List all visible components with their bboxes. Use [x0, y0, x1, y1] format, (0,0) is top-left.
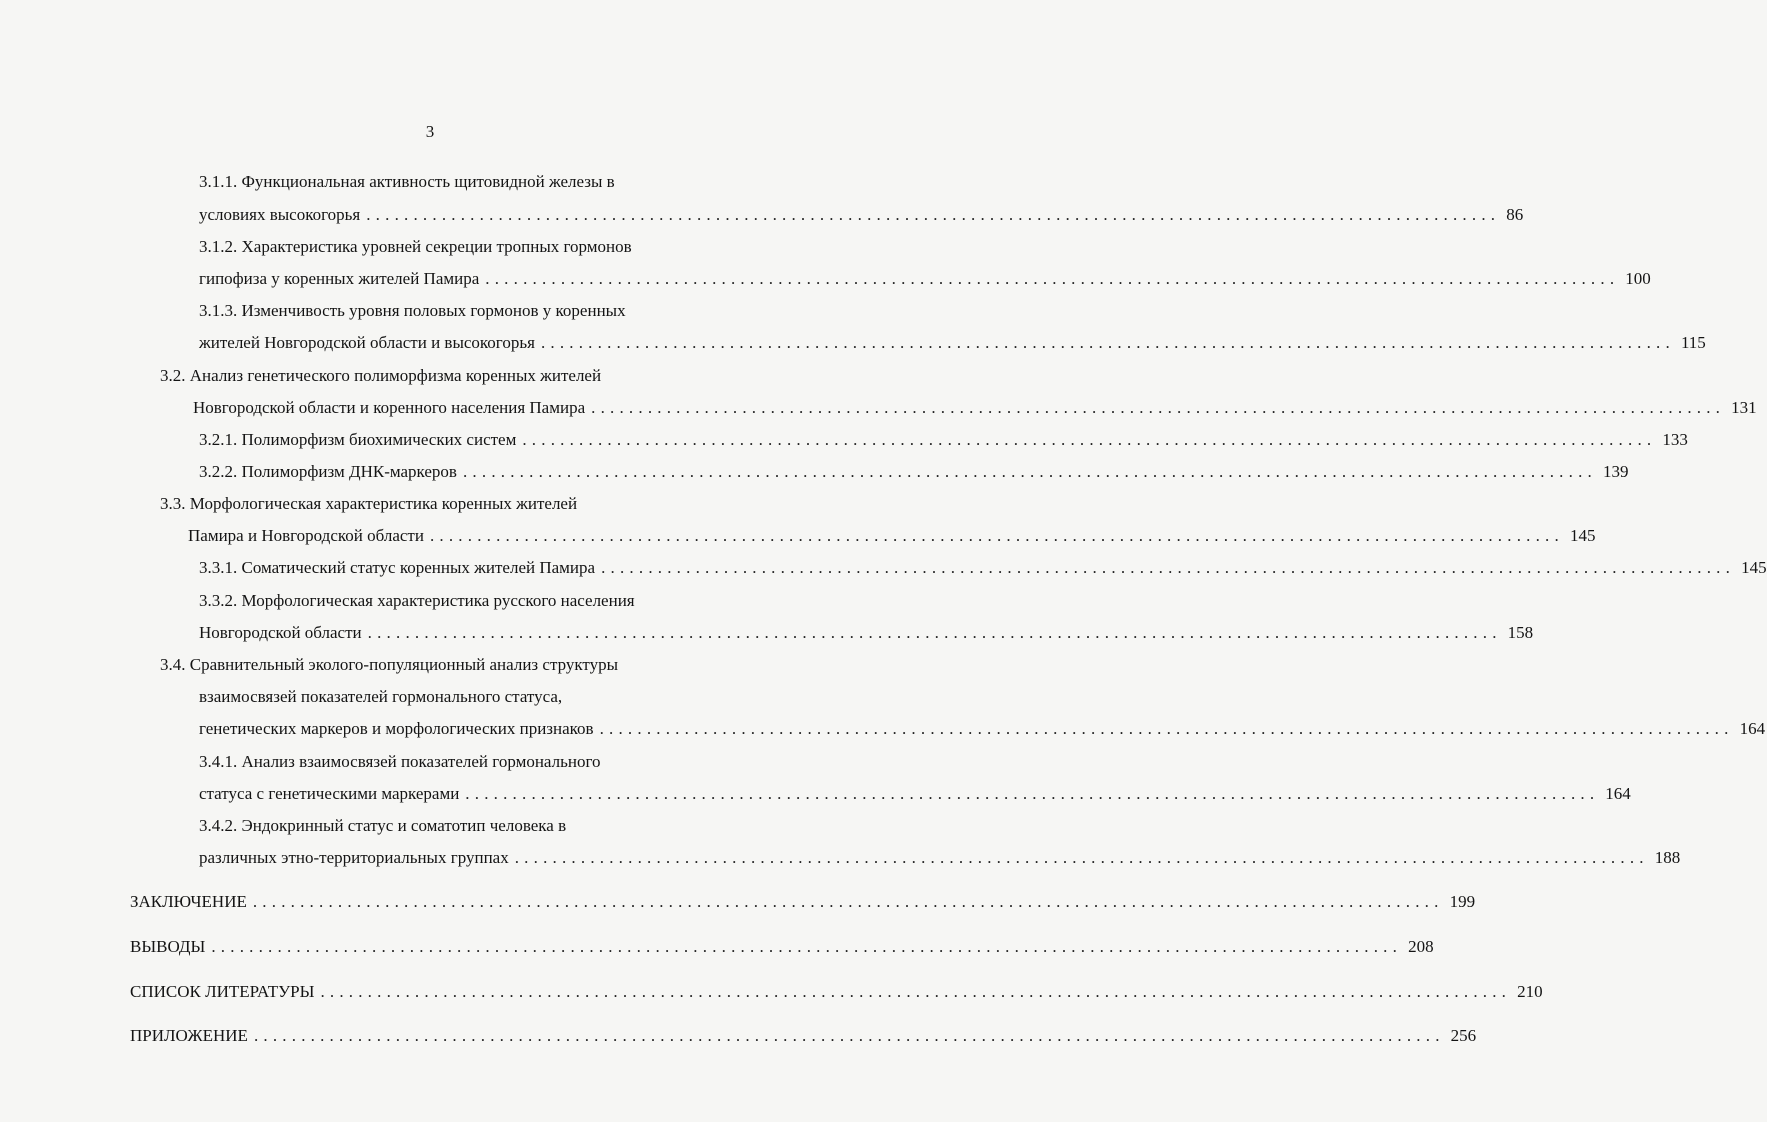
toc-item-3-3-2 [199, 621, 1534, 645]
toc-entry-title: Новгородской области и коренного населения Памира [193, 398, 586, 417]
toc-item-appendix [130, 1024, 1477, 1048]
toc-item-3-3-2-line1: 3.3.2. Морфологическая характеристика русского населения [199, 591, 635, 610]
toc-page-ref: 115 [1680, 333, 1706, 352]
toc-page-ref: 139 [1602, 462, 1629, 481]
dot-leader: .............................................................................................................................. [211, 937, 1403, 956]
dot-leader: ........................................................................................................................ [429, 526, 1564, 545]
toc-page-ref: 100 [1625, 269, 1651, 288]
toc-entry-title: Памира и Новгородской области [188, 526, 424, 545]
toc-item-3-1-2-line1: 3.1.2. Характеристика уровней секреции тропных гормонов [199, 237, 632, 256]
dot-leader: ........................................................................................................................ [485, 269, 1620, 288]
toc-item-3-2 [193, 396, 1757, 420]
toc-entry-title: Новгородской области [199, 623, 362, 642]
toc-item-3-3-line1: 3.3. Морфологическая характеристика коренных жителей [160, 494, 578, 513]
dot-leader: .............................................................................................................................. [320, 982, 1512, 1001]
toc-item-3-4 [199, 717, 1766, 741]
toc-item-findings [130, 935, 1434, 959]
dot-leader: ........................................................................................................................ [366, 205, 1501, 224]
toc-page-ref: 188 [1654, 848, 1681, 867]
toc-page-ref: 164 [1739, 719, 1766, 738]
toc-entry-title: генетических маркеров и морфологических признаков [199, 719, 594, 738]
toc-page-ref: 145 [1741, 558, 1767, 577]
toc-item-3-1-3 [199, 331, 1706, 355]
toc-page-ref: 210 [1517, 982, 1543, 1001]
toc-entry-title: ВЫВОДЫ [130, 937, 206, 956]
toc-entry-title: 3.3.1. Соматический статус коренных жителей Памира [199, 558, 596, 577]
toc-item-3-1-1-line1: 3.1.1. Функциональная активность щитовидной железы в [199, 172, 615, 191]
toc-entry-title: условиях высокогорья [199, 205, 361, 224]
toc-item-3-2-line1: 3.2. Анализ генетического полиморфизма коренных жителей [160, 366, 602, 385]
toc-item-3-2-1 [199, 428, 1688, 452]
toc-entry-title: жителей Новгородской области и высокогорья [199, 333, 535, 352]
toc-item-3-2-2 [199, 460, 1629, 484]
toc-page-ref: 86 [1506, 205, 1524, 224]
dot-leader: ........................................................................................................................ [514, 848, 1649, 867]
page-number: 3 [425, 122, 435, 141]
dot-leader: ........................................................................................................................ [465, 784, 1600, 803]
toc-item-conclusion [130, 890, 1476, 914]
toc-page-ref: 145 [1569, 526, 1596, 545]
toc-entry-title: статуса с генетическими маркерами [199, 784, 460, 803]
toc-item-3-4-line1: 3.4. Сравнительный эколого-популяционный анализ структуры [160, 655, 619, 674]
toc-item-3-3 [188, 524, 1596, 548]
toc-item-references [130, 980, 1543, 1004]
toc-item-3-4-1-line1: 3.4.1. Анализ взаимосвязей показателей гормонального [199, 752, 601, 771]
dot-leader: .............................................................................................................................. [253, 1026, 1445, 1045]
toc-entry-title: различных этно-территориальных группах [199, 848, 509, 867]
toc-entry-title: СПИСОК ЛИТЕРАТУРЫ [130, 982, 315, 1001]
toc-item-3-3-1 [199, 556, 1767, 580]
toc-page-ref: 158 [1507, 623, 1534, 642]
dot-leader: .............................................................................................................................. [252, 892, 1444, 911]
dot-leader: ........................................................................................................................ [599, 719, 1734, 738]
dot-leader: ........................................................................................................................ [367, 623, 1502, 642]
toc-entry-title: 3.2.2. Полиморфизм ДНК-маркеров [199, 462, 457, 481]
toc-page-ref: 256 [1450, 1026, 1477, 1045]
toc-item-3-4-line2: взаимосвязей показателей гормонального статуса, [199, 687, 563, 706]
toc-page-ref: 131 [1731, 398, 1757, 417]
toc-page-ref: 208 [1408, 937, 1434, 956]
dot-leader: ........................................................................................................................ [601, 558, 1736, 577]
toc-entry-title: 3.2.1. Полиморфизм биохимических систем [199, 430, 517, 449]
toc-page-ref: 164 [1605, 784, 1631, 803]
toc-page-ref: 133 [1662, 430, 1688, 449]
toc-item-3-4-1 [199, 782, 1631, 806]
toc-item-3-4-2 [199, 846, 1681, 870]
dot-leader: ........................................................................................................................ [462, 462, 1597, 481]
toc-item-3-1-1 [199, 203, 1524, 227]
dot-leader: ........................................................................................................................ [522, 430, 1657, 449]
toc-page-ref: 199 [1449, 892, 1476, 911]
toc-item-3-4-2-line1: 3.4.2. Эндокринный статус и соматотип человека в [199, 816, 567, 835]
toc-entry-title: ЗАКЛЮЧЕНИЕ [130, 892, 247, 911]
toc-entry-title: гипофиза у коренных жителей Памира [199, 269, 480, 288]
toc-entry-title: ПРИЛОЖЕНИЕ [130, 1026, 248, 1045]
toc-item-3-1-3-line1: 3.1.3. Изменчивость уровня половых гормонов у коренных [199, 301, 626, 320]
toc-item-3-1-2 [199, 267, 1651, 291]
dot-leader: ........................................................................................................................ [540, 333, 1675, 352]
dot-leader: ........................................................................................................................ [591, 398, 1726, 417]
